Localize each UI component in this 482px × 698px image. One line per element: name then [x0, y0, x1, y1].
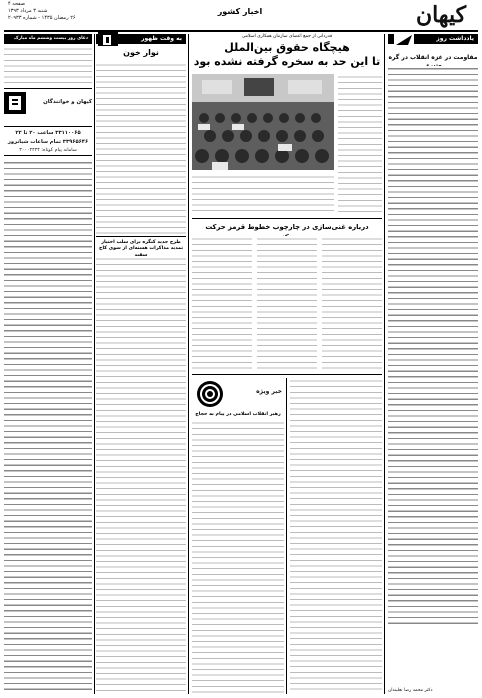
middle-col-2	[257, 236, 317, 370]
readers-box	[4, 92, 92, 124]
conference-photo	[192, 74, 334, 170]
left-body-2	[96, 256, 186, 694]
masthead	[0, 0, 482, 32]
rule-middle-bottom	[192, 374, 382, 375]
editorial-headline: مقاومت در غزه انقلاب در گره	[388, 54, 478, 61]
rule-main-bottom	[192, 218, 382, 219]
main-kicker: قدردانی از جمع اعضای سازمان همکاری اسلامی	[241, 34, 333, 39]
far-left-column	[4, 34, 92, 694]
editorial-body	[388, 66, 478, 626]
section-title: اخبار کشور	[217, 7, 263, 16]
rule-far-left	[94, 34, 95, 694]
readers-icon	[4, 92, 26, 114]
rule-left-split	[96, 236, 186, 237]
phone-box	[4, 126, 92, 156]
page-number: صفحه ۴	[8, 1, 25, 7]
left-headline: نوار خون	[123, 48, 159, 57]
bottom-col-right	[290, 378, 382, 694]
readers-messages	[4, 160, 92, 694]
phone-line-1: ۳۳۱۱۰۰۶۵ ساعت ۲۰ تا ۲۲	[15, 130, 81, 136]
dawn-icon	[98, 32, 118, 46]
readers-title: کیهان و خوانندگان	[43, 99, 92, 105]
issue-line: ۲۶ رمضان ۱۴۳۵ - شماره ۲۰۹۳۳	[8, 15, 76, 21]
middle-article	[192, 222, 382, 372]
main-headline-1: هیچگاه حقوق بین‌الملل	[224, 41, 350, 54]
main-headline-2: تا این حد به سخره گرفته نشده بود	[193, 55, 381, 68]
date-line: شنبه ۳ مرداد ۱۳۹۳	[8, 8, 48, 14]
left-subhead: طرح جدید کنگره برای سلب اختیار تمدید مذاکرات هسته‌ای از سوی کاخ	[98, 240, 184, 252]
middle-col-3	[192, 236, 252, 370]
rule-bottom-split	[286, 378, 287, 694]
special-news-badge	[192, 380, 284, 408]
main-article	[192, 34, 382, 214]
sms-line: سامانه پیام کوتاه: ۳۰۰۰۴۴۴۴	[19, 148, 77, 153]
bottom-headline: رهبر انقلاب اسلامی در پیام به حجاج	[195, 412, 281, 417]
prayer-header: دعای روز بیست وششم ماه مبارک	[4, 34, 92, 44]
special-news-icon	[196, 380, 224, 408]
dawn-header: به وقت ظهور	[96, 34, 186, 44]
editorial-header: یادداشت روز	[388, 34, 478, 44]
phone-line-2: ۳۳۹۶۵۶۴۶ تمام ساعات شبانروز	[7, 139, 89, 145]
main-body-right	[338, 74, 382, 214]
rule-prayer	[4, 88, 92, 89]
footer-credit: دکتر محمد رضا نعلبندان	[388, 688, 433, 693]
prayer-text	[4, 46, 92, 86]
left-body-1	[96, 62, 186, 234]
bottom-center	[192, 378, 382, 694]
newspaper-logo: کیهان	[415, 2, 467, 28]
left-mid-column	[96, 34, 186, 694]
main-body-under-photo	[192, 174, 334, 214]
rule-right	[384, 34, 385, 694]
middle-headline: درباره غنی‌سازی در چارچوب خطوط قرمز حرکت	[205, 223, 369, 231]
bottom-col-left	[192, 420, 284, 694]
special-news-label: خبر ویژه	[256, 388, 282, 395]
middle-col-1	[322, 236, 382, 370]
rule-left-mid	[188, 34, 189, 694]
editorial-icon	[394, 32, 414, 46]
right-column	[388, 34, 478, 696]
